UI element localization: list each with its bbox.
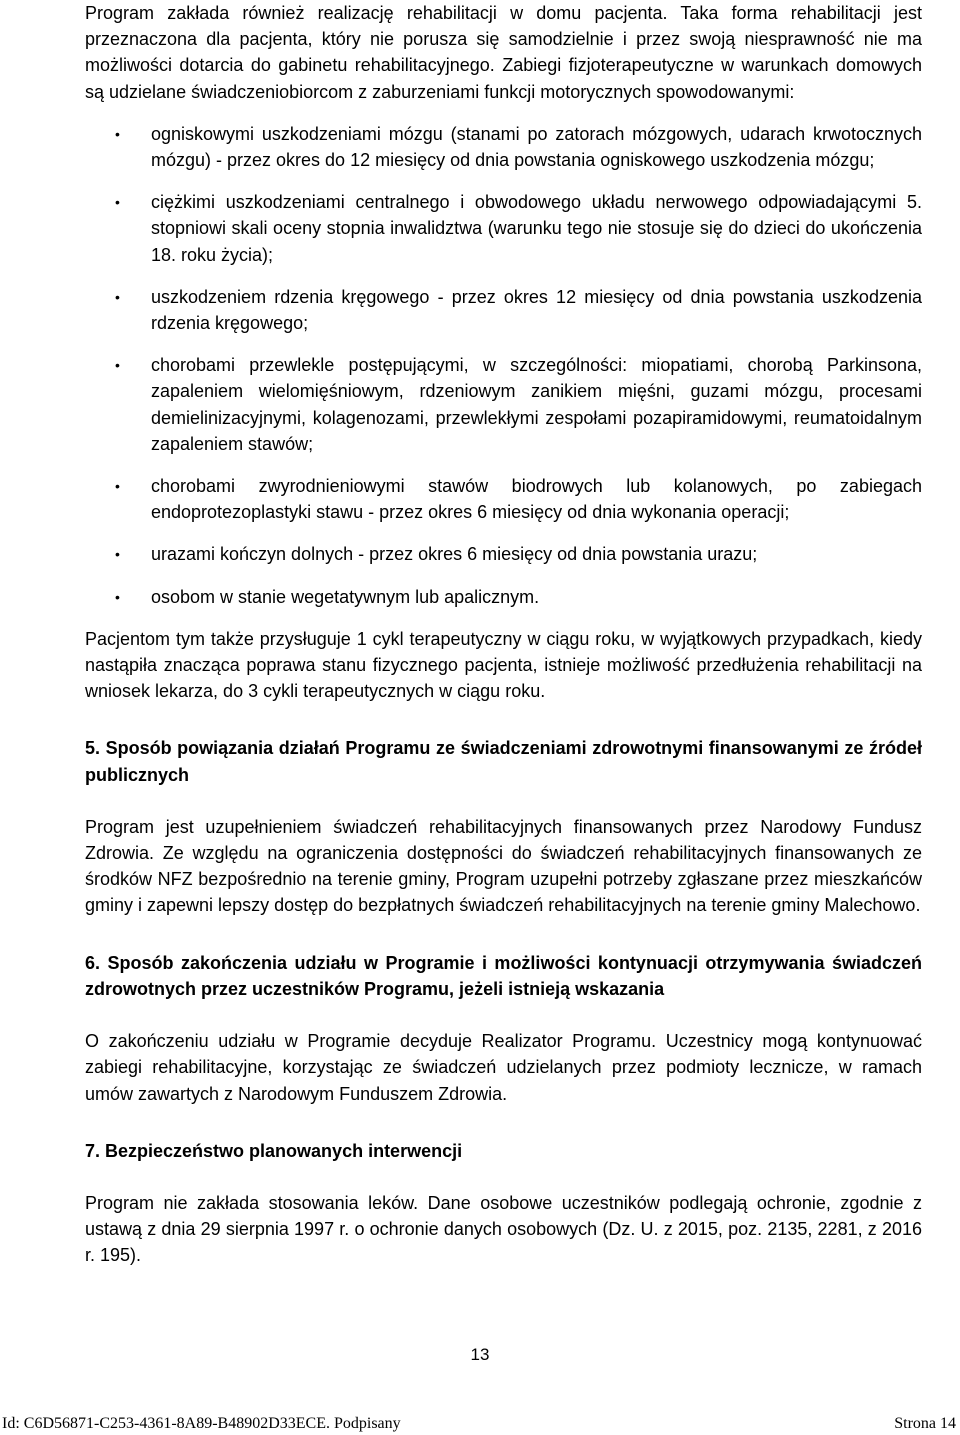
after-list-paragraph: Pacjentom tym także przysługuje 1 cykl terapeutyczny w ciągu roku, w wyjątkowych przypadkach, kiedy nastąpiła znacząca poprawa stanu fizycznego pacjenta, istnieje możliwość przedłużenia rehabilitacji na wniosek lekarza, do 3 cykli terapeutycznych w ciągu roku. <box>85 628 922 702</box>
list-item <box>85 352 922 457</box>
bullet-icon: • <box>115 194 120 211</box>
list-item-text: uszkodzeniem rdzenia kręgowego - przez okres 12 miesięcy od dnia powstania uszkodzenia rdzenia kręgowego; <box>151 286 922 334</box>
bullet-icon: • <box>115 546 120 563</box>
bullet-icon: • <box>115 125 120 142</box>
section-body-5: Program jest uzupełnieniem świadczeń rehabilitacyjnych finansowanych przez Narodowy Fundusz Zdrowia. Ze względu na ograniczenia dostępności do świadczeń rehabilitacyjnych finansowanych ze środków NFZ bezpośrednio na terenie gminy, Program uzupełni potrzeby zgłaszane przez mieszkańców gminy i zapewni lepszy dostęp do bezpłatnych świadczeń rehabilitacyjnych na terenie gminy Malechowo. <box>85 816 922 916</box>
list-item-text: ogniskowymi uszkodzeniami mózgu (stanami po zatorach mózgowych, udarach krwotocznych mózgu) - przez okres do 12 miesięcy od dnia powstania ogniskowego uszkodzenia mózgu; <box>151 123 922 171</box>
section-heading-5: 5. Sposób powiązania działań Programu ze świadczeniami zdrowotnymi finansowanymi ze źródeł publicznych <box>85 738 922 785</box>
bullet-icon: • <box>115 588 120 605</box>
list-item-text: ciężkimi uszkodzeniami centralnego i obwodowego układu nerwowego odpowiadającymi 5. stopniowi skali oceny stopnia inwalidztwa (warunku tego nie stosuje się do dzieci do ukończenia 18. roku życia); <box>151 192 922 265</box>
list-item <box>85 584 922 610</box>
list-item-text: urazami kończyn dolnych - przez okres 6 miesięcy od dnia powstania urazu; <box>151 544 758 565</box>
bullet-icon: • <box>115 357 120 374</box>
footer <box>0 1415 960 1435</box>
list-item <box>85 473 922 525</box>
list-item <box>85 121 922 173</box>
intro-paragraph: Program zakłada również realizację rehabilitacji w domu pacjenta. Taka forma rehabilitacji jest przeznaczona dla pacjenta, który nie porusza się samodzielnie i przez swoją niesprawność nie ma możliwości dotarcia do gabinetu rehabilitacyjnego. Zabiegi fizjoterapeutyczne w warunkach domowych są udzielane świadczeniobiorcom z zaburzeniami funkcji motorycznych spowodowanymi: <box>85 3 922 102</box>
condition-list <box>85 121 922 610</box>
list-item <box>85 541 922 567</box>
section-body-6: O zakończeniu udziału w Programie decyduje Realizator Programu. Uczestnicy mogą kontynuować zabiegi rehabilitacyjne, korzystając ze świadczeń udzielanych przez podmioty lecznicze, w ramach umów zawartych z Narodowym Funduszem Zdrowia. <box>85 1031 922 1104</box>
section-heading-6: 6. Sposób zakończenia udziału w Programie i możliwości kontynuacji otrzymywania świadczeń zdrowotnych przez uczestników Programu, jeżeli istnieją wskazania <box>85 952 922 999</box>
list-item-text: chorobami zwyrodnieniowymi stawów biodrowych lub kolanowych, po zabiegach endoprotezoplastyki stawu - przez okres 6 miesięcy od dnia wykonania operacji; <box>151 476 922 523</box>
bullet-icon: • <box>115 478 120 495</box>
section-body-7: Program nie zakłada stosowania leków. Dane osobowe uczestników podlegają ochronie, zgodnie z ustawą z dnia 29 sierpnia 1997 r. o ochronie danych osobowych (Dz. U. z 2015, poz. 2135, 2281, z 2016 r. 195). <box>85 1192 922 1266</box>
bullet-icon: • <box>115 288 120 305</box>
list-item <box>85 189 922 268</box>
page-number: 13 <box>470 1345 490 1364</box>
list-item-text: osobom w stanie wegetatywnym lub apalicznym. <box>151 586 540 607</box>
document-id-footer: Id: C6D56871-C253-4361-8A89-B48902D33ECE. Podpisany <box>2 1415 401 1432</box>
list-item-text: chorobami przewlekle postępującymi, w szczególności: miopatiami, chorobą Parkinsona, zapaleniem wielomięśniowym, rdzeniowym zanikiem mięśni, guzami mózgu, procesami demielinizacyjnymi, kolagenozami, przewlekłymi zespołami pozapiramidowymi, reumatoidalnym zapaleniem stawów; <box>151 355 922 454</box>
document-content <box>85 0 922 1269</box>
page-counter-footer: Strona 14 <box>894 1415 956 1432</box>
list-item <box>85 284 922 336</box>
section-heading-7: 7. Bezpieczeństwo planowanych interwencji <box>85 1140 463 1161</box>
